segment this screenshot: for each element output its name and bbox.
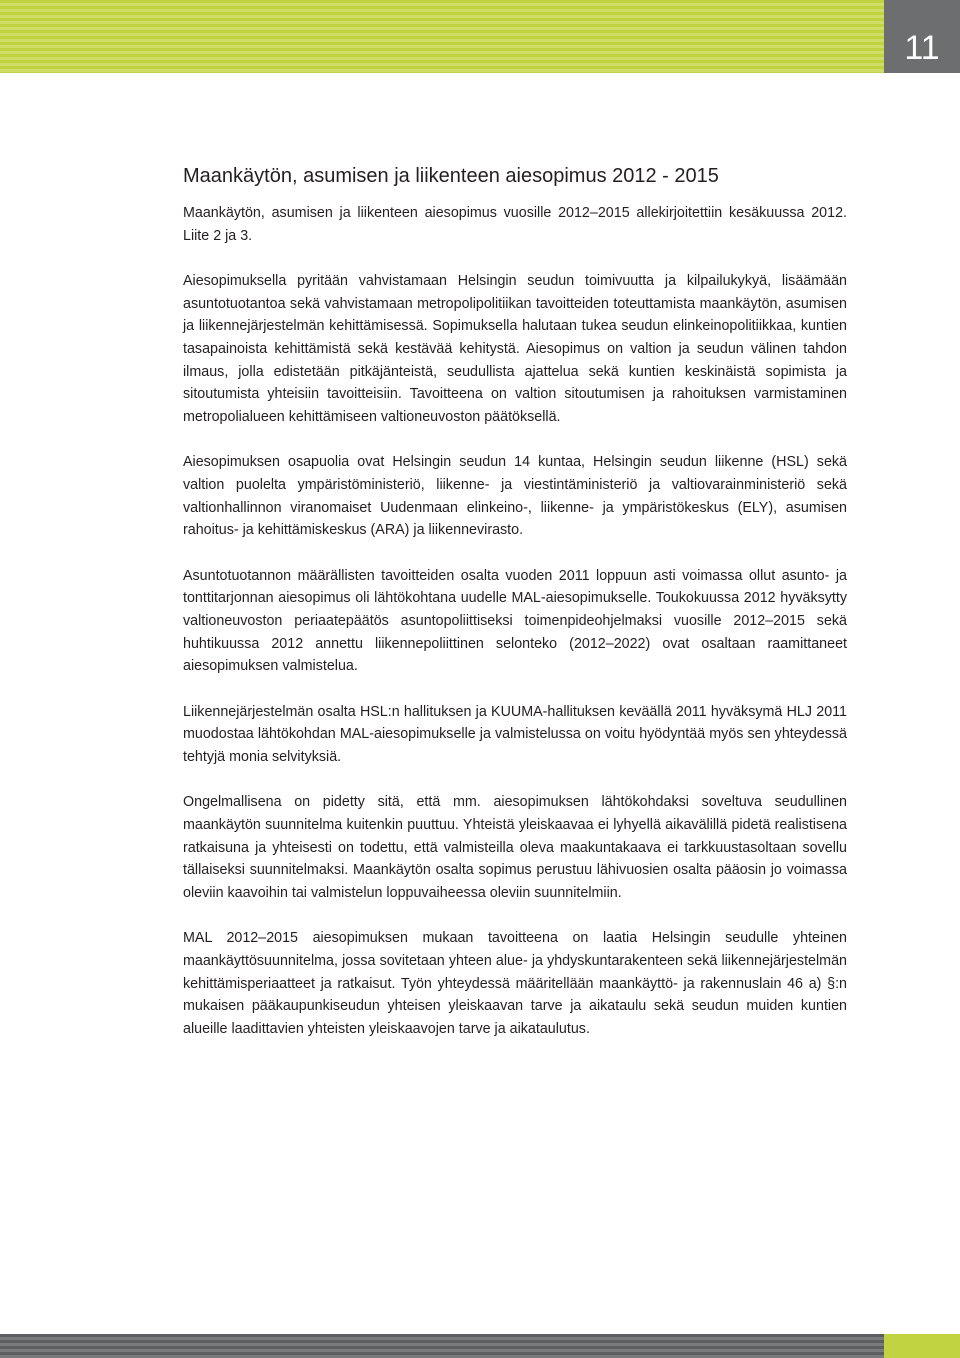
- page-number: 11: [904, 29, 940, 67]
- footer-stripe-bar: [0, 1334, 884, 1358]
- footer-accent-block: [884, 1334, 960, 1358]
- paragraph-land-use: Ongelmallisena on pidetty sitä, että mm. aiesopimuksen lähtökohdaksi soveltuva seudullinen maankäytön suunnitelma kuitenkin puuttuu. Yhteistä yleiskaavaa ei lyhyellä aikavälillä pidetä realistisena ratkaisuna ja yhteisesti on todettu, että valmisteilla oleva maakuntakaava ei tarkkuustasoltaan sovellu tällaiseksi suunnitelmaksi. Maankäytön osalta sopimus perustuu lähivuosien osalta pääosin jo voimassa oleviin kaavoihin tai valmistelun loppuvaiheessa oleviin suunnitelmiin.: [183, 794, 847, 902]
- header-stripe-bar: [0, 0, 884, 73]
- paragraph-housing: Asuntotuotannon määrällisten tavoitteiden osalta vuoden 2011 loppuun asti voimassa ollut asunto- ja tonttitarjonnan aiesopimus oli lähtökohtana uudelle MAL-aiesopimukselle. Toukokuussa 2012 hyväksytty valtioneuvoston periaatepäätös asuntopoliittiseksi toimenpideohjelmaksi vuosille 2012–2015 sekä huhtikuussa 2012 annettu liikennepoliittinen selonteko (2012–2022) ovat osaltaan raamittaneet aiesopimuksen valmistelua.: [183, 567, 847, 675]
- paragraph-goals: Aiesopimuksella pyritään vahvistamaan Helsingin seudun toimivuutta ja kilpailukykyä, lisäämään asuntotuotantoa sekä vahvistamaan metropolipolitiikan tavoitteiden toteuttamista maankäytön, asumisen ja liikennejärjestelmän kehittämisessä. Sopimuksella halutaan tukea seudun elinkeinopolitiikkaa, kuntien tasapainoista kehittämistä sekä kestävää kehitystä. Aiesopimus on valtion ja seudun välinen tahdon ilmaus, jolla edistetään pitkäjänteistä, seudullista ajattelua sekä kuntien keskinäistä sopimista ja sitoutumista yhteisiin tavoitteisiin. Tavoitteena on valtion sitoutumisen ja rahoituksen varmistaminen metropolialueen kehittämiseen valtioneuvoston päätöksellä.: [183, 272, 847, 426]
- paragraph-master-plan: MAL 2012–2015 aiesopimuksen mukaan tavoitteena on laatia Helsingin seudulle yhteinen maankäyttösuunnitelma, jossa sovitetaan yhteen alue- ja yhdyskuntarakenteen sekä liikennejärjestelmän kehittämisperiaatteet ja ratkaisut. Työn yhteydessä määritellään maankäyttö- ja rakennuslain 46 a) §:n mukaisen pääkaupunkiseudun yhteisen yleiskaavan tarve ja aikataulu sekä seudun muiden kuntien alueille laadittavien yhteisten yleiskaavojen tarve ja aikataulutus.: [183, 930, 847, 1038]
- paragraph-parties: Aiesopimuksen osapuolia ovat Helsingin seudun 14 kuntaa, Helsingin seudun liikenne (HSL) sekä valtion puolelta ympäristöministeriö, liikenne- ja viestintäministeriö ja valtiovarainministeriö sekä valtionhallinnon viranomaiset Uudenmaan elinkeino-, liikenne- ja ympäristökeskus (ELY), asumisen rahoitus- ja kehittämiskeskus (ARA) ja liikennevirasto.: [183, 454, 847, 539]
- paragraph-signing: Maankäytön, asumisen ja liikenteen aiesopimus vuosille 2012–2015 allekirjoitettiin kesäkuussa 2012. Liite 2 ja 3.: [183, 205, 847, 244]
- document-body: [183, 162, 847, 1063]
- page-number-badge: [884, 0, 960, 73]
- document-title: Maankäytön, asumisen ja liikenteen aiesopimus 2012 - 2015: [183, 165, 719, 187]
- paragraph-transport: Liikennejärjestelmän osalta HSL:n hallituksen ja KUUMA-hallituksen keväällä 2011 hyväksymä HLJ 2011 muodostaa lähtökohdan MAL-aiesopimukselle ja valmistelussa on voitu hyödyntää myös sen yhteydessä tehtyjä monia selvityksiä.: [183, 703, 847, 766]
